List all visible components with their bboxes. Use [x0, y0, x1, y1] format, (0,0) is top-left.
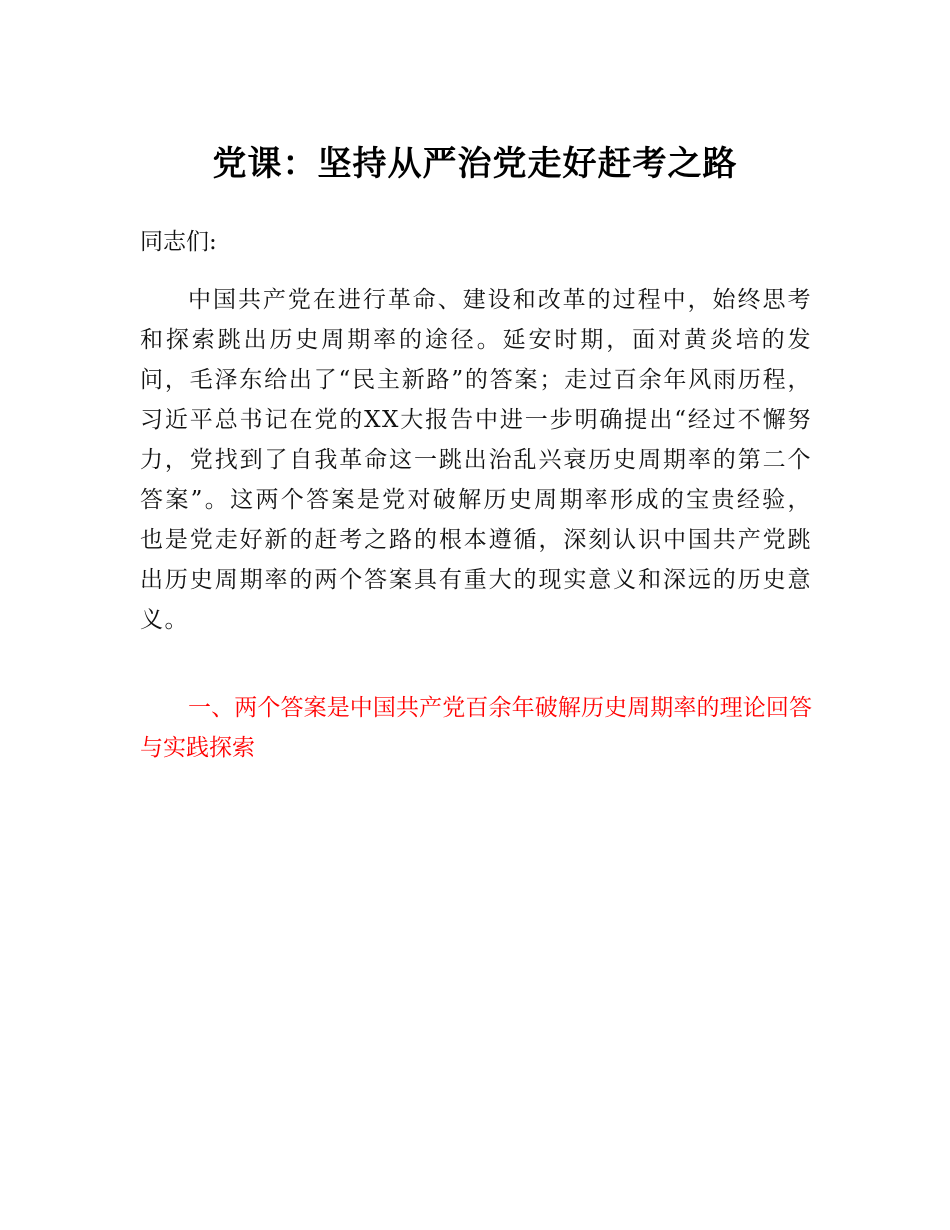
document-title: 党课：坚持从严治党走好赶考之路: [212, 144, 738, 184]
body-paragraph: 中国共产党在进行革命、建设和改革的过程中，始终思考和探索跳出历史周期率的途径。延安时期，面对黄炎培的发问，毛泽东给出了“民主新路”的答案；走过百余年风雨历程，习近平总书记在党的XX大报告中进一步明确提出“经过不懈努力，党找到了自我革命这一跳出治乱兴衰历史周期率的第二个答案”。这两个答案是党对破解历史周期率形成的宝贵经验，也是党走好新的赶考之路的根本遵循，深刻认识中国共产党跳出历史周期率的两个答案具有重大的现实意义和深远的历史意义。: [140, 287, 812, 633]
section-heading: 一、两个答案是中国共产党百余年破解历史周期率的理论回答与实践探索: [140, 695, 812, 761]
salutation: 同志们:: [140, 229, 217, 255]
